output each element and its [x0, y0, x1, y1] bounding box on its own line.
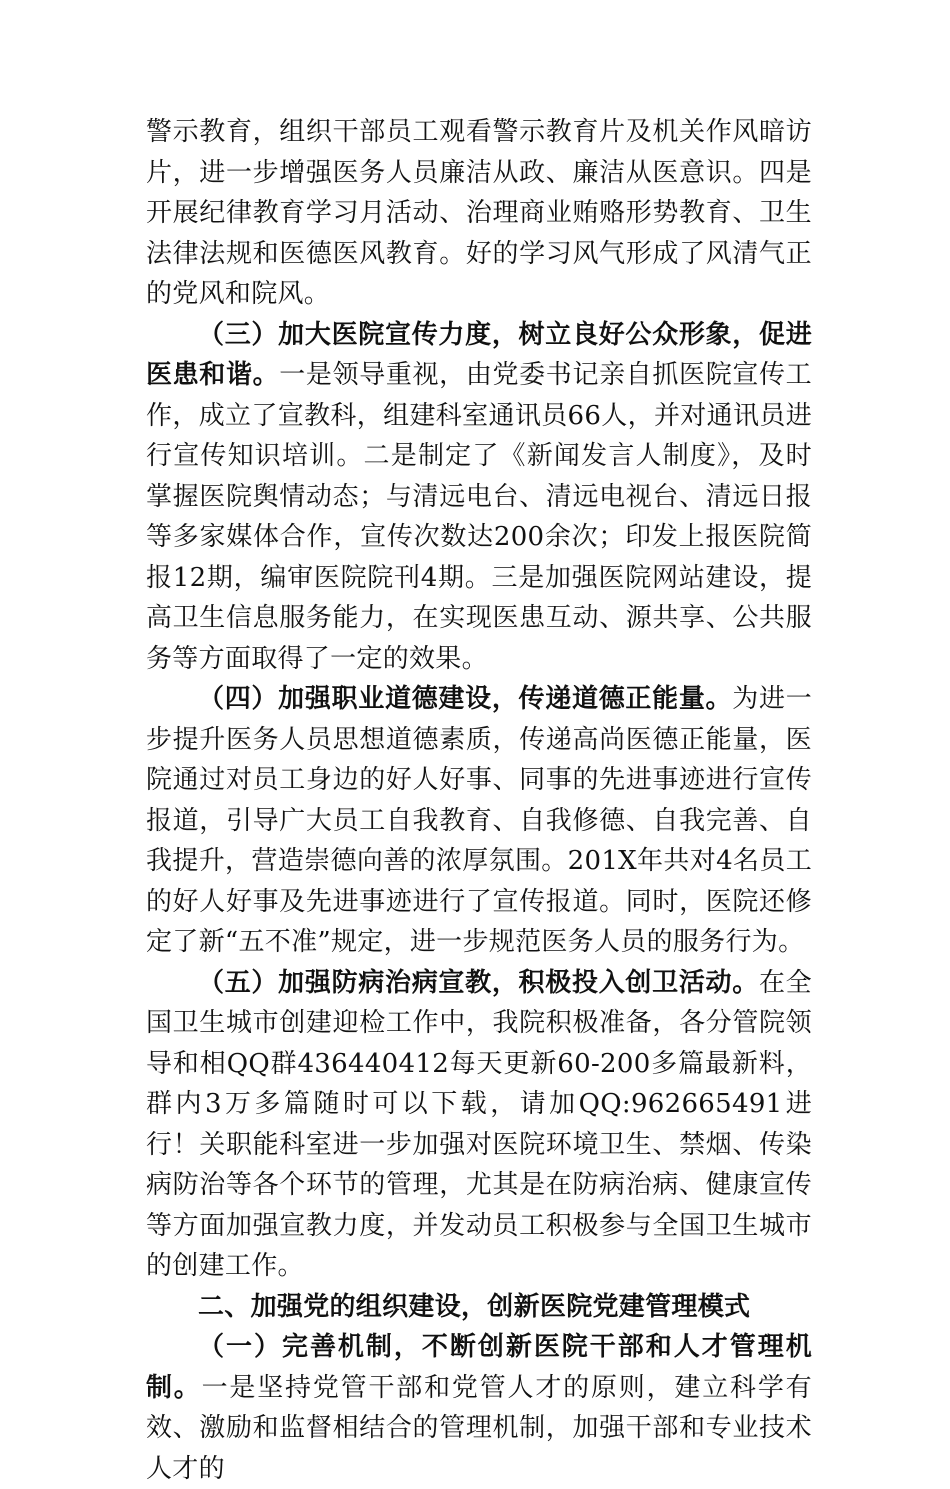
paragraph-4-title: （五）加强防病治病宣教，积极投入创卫活动。	[198, 967, 759, 998]
paragraph-5-title: （一）完善机制，不断创新医院干部和人才管理机制。	[146, 1332, 812, 1403]
paragraph-2-title: （三）加大医院宣传力度，树立良好公众形象，促进医患和谐。	[146, 319, 812, 390]
paragraph-3-title: （四）加强职业道德建设，传递道德正能量。	[198, 684, 733, 714]
paragraph-3-body: 为进一步提升医务人员思想道德素质，传递高尚医德正能量，医院通过对员工身边的好人好事、同事的先进事迹进行宣传报道，引导广大员工自我教育、自我修德、自我完善、自我提升，营造崇德向善的浓厚氛围。201X年共对4名员工的好人好事及先进事迹进行了宣传报道。同时，医院还修定了新“五不准”规定，进一步规范医务人员的服务行为。	[146, 684, 812, 957]
document-body	[146, 112, 812, 1489]
section-heading: 二、加强党的组织建设，创新医院党建管理模式	[198, 1291, 751, 1322]
paragraph-2	[146, 315, 812, 680]
paragraph-2-body: 一是领导重视，由党委书记亲自抓医院宣传工作，成立了宣教科，组建科室通讯员66人，并对通讯员进行宣传知识培训。二是制定了《新闻发言人制度》，及时掌握医院舆情动态；与清远电台、清远电视台、清远日报等多家媒体合作，宣传次数达200余次；印发上报医院简报12期，编审医院院刊4期。三是加强医院网站建设，提高卫生信息服务能力，在实现医患互动、源共享、公共服务等方面取得了一定的效果。	[146, 360, 812, 674]
paragraph-1: 警示教育，组织干部员工观看警示教育片及机关作风暗访片，进一步增强医务人员廉洁从政、廉洁从医意识。四是开展纪律教育学习月活动、治理商业贿赂形势教育、卫生法律法规和医德医风教育。好的学习风气形成了风清气正的党风和院风。	[146, 117, 812, 309]
paragraph-3	[146, 679, 812, 963]
paragraph-5-body: 一是坚持党管干部和党管人才的原则，建立科学有效、激励和监督相结合的管理机制，加强干部和专业技术人才的	[146, 1372, 812, 1484]
paragraph-4	[146, 963, 812, 1287]
paragraph-5	[146, 1327, 812, 1489]
paragraph-4-body: 在全国卫生城市创建迎检工作中，我院积极准备，各分管院领导和相QQ群436440412每天更新60-200多篇最新料，群内3万多篇随时可以下载，请加QQ:962665491进行！关职能科室进一步加强对医院环境卫生、禁烟、传染病防治等各个环节的管理，尤其是在防病治病、健康宣传等方面加强宣教力度，并发动员工积极参与全国卫生城市的创建工作。	[146, 967, 812, 1281]
